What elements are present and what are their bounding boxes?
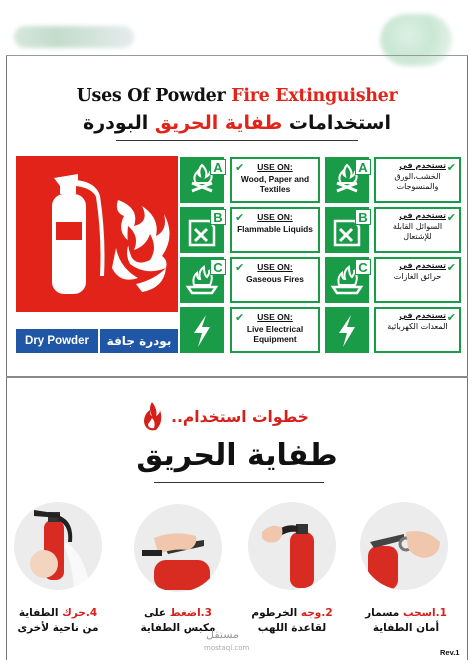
check-icon: ✔	[235, 311, 245, 324]
title-en-part2: Fire Extinguisher	[231, 86, 398, 106]
step-1-rest: مسمار	[365, 607, 403, 619]
watermark-url: mostaql.com	[204, 644, 250, 652]
class-letter: C	[210, 259, 226, 275]
divider-top	[6, 55, 468, 56]
step-4-photo	[14, 502, 102, 590]
step-2-line2: لقاعدة اللهب	[257, 622, 327, 634]
class-letter: C	[355, 259, 371, 275]
title-underline	[116, 140, 358, 141]
arabic-use-cell	[374, 207, 461, 253]
step-3-number: 3.	[200, 607, 212, 619]
arabic-use-cell	[374, 257, 461, 303]
check-icon: ✔	[446, 261, 456, 274]
use-on-cell	[230, 157, 320, 203]
step-2-photo	[248, 502, 336, 590]
use-on-heading: USE ON:	[257, 262, 293, 272]
revision-label: Rev.1	[440, 648, 460, 657]
arabic-use-heading: تستخدم في	[399, 161, 446, 170]
frame-right	[467, 56, 468, 660]
arabic-use-heading: تستخدم في	[399, 211, 446, 220]
title-ar-part1: استخدامات	[282, 112, 391, 134]
arabic-use-text: السوائل القابلة للإشتعال	[392, 222, 443, 241]
class-icon-cell-right	[325, 257, 369, 303]
arabic-use-heading: تستخدم في	[399, 261, 446, 270]
class-icon-cell	[180, 307, 224, 353]
step-2-verb: وجه	[300, 607, 322, 619]
steps-title: طفاية الحريق	[136, 438, 338, 473]
check-icon: ✔	[235, 211, 245, 224]
sweeping-extinguisher-icon	[14, 502, 102, 590]
frame-left	[6, 56, 7, 660]
class-row-electrical	[180, 306, 461, 354]
step-2-number: 2.	[321, 607, 333, 619]
step-4-rest: الطفاية	[18, 607, 63, 619]
step-1-line2: أمان الطفاية	[372, 622, 440, 634]
fire-extinguisher-icon	[16, 156, 178, 312]
step-3-line2: مكبس الطفاية	[140, 622, 216, 634]
class-icon-cell-right	[325, 207, 369, 253]
step-1-photo	[360, 502, 448, 590]
use-on-cell	[230, 257, 320, 303]
arabic-use-cell	[374, 157, 461, 203]
check-icon: ✔	[446, 161, 456, 174]
steps-subtitle: خطوات استخدام..	[171, 408, 309, 426]
title-en-part1: Uses Of Powder	[76, 86, 232, 106]
steps-title-underline	[154, 482, 324, 483]
check-icon: ✔	[446, 211, 456, 224]
class-icon-cell	[180, 157, 224, 203]
step-4-verb: حرك	[62, 607, 86, 619]
step-4-line2: من ناحية لأخرى	[17, 622, 99, 634]
use-on-heading: USE ON:	[257, 312, 293, 322]
check-icon: ✔	[446, 311, 456, 324]
title-english	[0, 86, 474, 106]
section-divider	[6, 376, 468, 378]
step-3-verb: اضغط	[169, 607, 201, 619]
title-arabic	[0, 112, 474, 134]
step-1-verb: اسحب	[402, 607, 436, 619]
step-1-number: 1.	[435, 607, 447, 619]
arabic-use-text: المعدات الكهربائية	[387, 322, 448, 331]
lightning-bolt-icon	[180, 307, 224, 353]
use-on-text: Live Electrical Equipment	[246, 324, 304, 344]
class-icon-cell	[180, 257, 224, 303]
arabic-use-heading: تستخدم في	[399, 311, 446, 320]
title-ar-part2: طفاية الحريق	[154, 112, 283, 134]
aiming-hose-icon	[248, 502, 336, 590]
class-letter: B	[210, 209, 226, 225]
squeezing-handle-icon	[134, 504, 222, 592]
step-4-label	[2, 606, 114, 636]
use-on-text: Flammable Liquids	[237, 224, 313, 234]
extinguisher-sign	[16, 156, 178, 312]
step-2-rest: الخرطوم	[251, 607, 301, 619]
step-4-number: 4.	[85, 607, 98, 619]
dry-powder-label-en: Dry Powder	[16, 329, 98, 353]
check-icon: ✔	[235, 161, 245, 174]
use-on-cell	[230, 207, 320, 253]
fire-class-table	[180, 156, 461, 354]
dry-powder-label-ar: بودرة جافة	[100, 329, 178, 353]
class-row-c	[180, 256, 461, 304]
arabic-use-cell	[374, 307, 461, 353]
use-on-cell	[230, 307, 320, 353]
title-ar-part3: البودرة	[83, 112, 155, 134]
class-icon-cell-right	[325, 157, 369, 203]
arabic-use-text: حرائق الغازات	[393, 272, 442, 281]
blurred-logo-right	[380, 14, 452, 66]
step-3-rest: على	[144, 607, 170, 619]
class-letter: B	[355, 209, 371, 225]
check-icon: ✔	[235, 261, 245, 274]
class-letter: A	[210, 159, 226, 175]
use-on-heading: USE ON:	[257, 212, 293, 222]
blurred-logo-left	[14, 26, 134, 48]
step-3-photo	[134, 504, 222, 592]
step-2-label	[236, 606, 348, 636]
lightning-bolt-icon	[325, 307, 369, 353]
step-1-label	[350, 606, 462, 636]
pulling-pin-icon	[360, 502, 448, 590]
class-row-a	[180, 156, 461, 204]
use-on-heading: USE ON:	[257, 162, 293, 172]
class-icon-cell-right	[325, 307, 369, 353]
watermark: مستقل	[206, 628, 239, 641]
class-letter: A	[355, 159, 371, 175]
arabic-use-text: الخشب،الورق والمنسوجات	[394, 172, 441, 191]
use-on-text: Wood, Paper and Textiles	[240, 174, 310, 194]
class-icon-cell	[180, 207, 224, 253]
use-on-text: Gaseous Fires	[246, 274, 304, 284]
class-row-b	[180, 206, 461, 254]
